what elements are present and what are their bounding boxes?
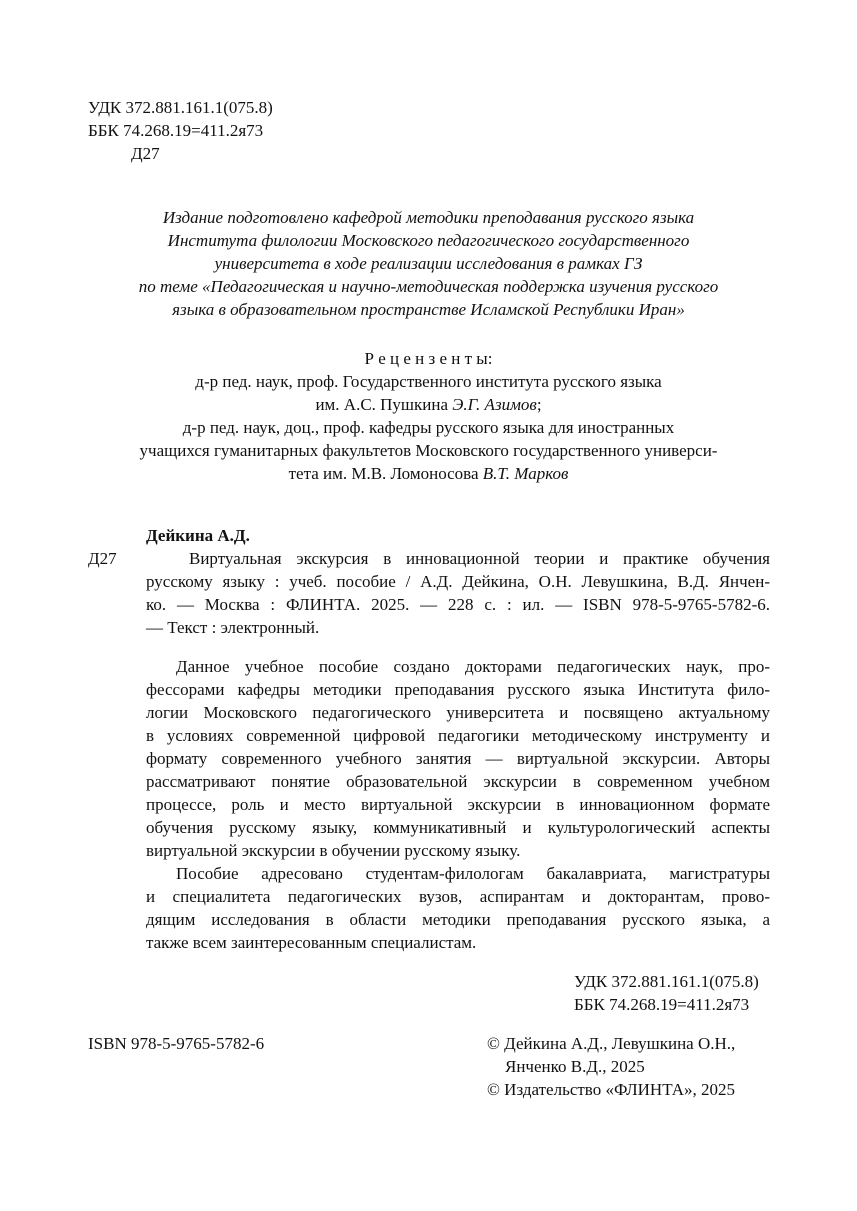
reviewer-2-line: д-р пед. наук, доц., проф. кафедры русского языка для иностранных — [182, 418, 675, 437]
annotation-line: и специалитета педагогических вузов, аспирантам и докторантам, прово- — [146, 887, 770, 906]
reviewer-1-name: Э.Г. Азимов — [452, 395, 537, 414]
publication-note-line: Издание подготовлено кафедрой методики преподавания русского языка — [162, 208, 695, 227]
annotation-line: формату современного учебного занятия — виртуальной экскурсии. Авторы — [146, 749, 770, 768]
reviewer-2-affiliation: тета им. М.В. Ломоносова — [288, 464, 483, 483]
biblio-line: Виртуальная экскурсия в инновационной теории и практике обучения — [189, 549, 770, 568]
reviewer-1-line — [0, 394, 857, 416]
reviewer-2-line: учащихся гуманитарных факультетов Московского государственного универси- — [139, 441, 718, 460]
annotation-line: обучения русскому языку, коммуникативный и культурологический аспекты — [146, 818, 770, 837]
annotation-line: также всем заинтересованным специалистам. — [146, 933, 477, 952]
biblio-line: русскому языку : учеб. пособие / А.Д. Дейкина, О.Н. Левушкина, В.Д. Янчен- — [146, 572, 770, 591]
biblio-author: Дейкина А.Д. — [146, 526, 250, 545]
footer-bbk-code: ББК 74.268.19=411.2я73 — [574, 995, 750, 1014]
biblio-mark: Д27 — [88, 549, 117, 568]
annotation-line: фессорами кафедры методики преподавания русского языка Института фило- — [146, 680, 770, 699]
reviewers-heading: Р е ц е н з е н т ы: — [364, 349, 493, 368]
annotation-line: процессе, роль и место виртуальной экскурсии в инновационном формате — [146, 795, 770, 814]
biblio-line: — Текст : электронный. — [146, 618, 320, 637]
publication-note-line: университета в ходе реализации исследования в рамках ГЗ — [214, 254, 643, 273]
reviewer-2-name: В.Т. Марков — [482, 464, 569, 483]
copyright-authors: © Дейкина А.Д., Левушкина О.Н., — [487, 1034, 736, 1053]
copyright-authors-cont: Янченко В.Д., 2025 — [505, 1057, 645, 1076]
copyright-publisher: © Издательство «ФЛИНТА», 2025 — [487, 1080, 736, 1099]
annotation-line: рассматривают понятие образовательной экскурсии в современном учебном — [146, 772, 770, 791]
author-mark: Д27 — [131, 144, 160, 163]
publication-note-line: по теме «Педагогическая и научно-методическая поддержка изучения русского — [138, 277, 719, 296]
annotation-line: логии Московского педагогического университета и посвящено актуальному — [146, 703, 770, 722]
biblio-line: ко. — Москва : ФЛИНТА. 2025. — 228 с. : ил. — ISBN 978-5-9765-5782-6. — [146, 595, 770, 614]
footer-udk-code: УДК 372.881.161.1(075.8) — [574, 972, 759, 991]
annotation-line: Данное учебное пособие создано докторами педагогических наук, про- — [176, 657, 770, 676]
bbk-code: ББК 74.268.19=411.2я73 — [88, 121, 264, 140]
annotation-line: виртуальной экскурсии в обучении русскому языку. — [146, 841, 521, 860]
udk-code: УДК 372.881.161.1(075.8) — [88, 98, 273, 117]
annotation-line: в условиях современной цифровой педагогики методическому инструменту и — [146, 726, 770, 745]
reviewer-2-line — [0, 463, 857, 485]
reviewer-1-punct: ; — [536, 395, 542, 414]
publication-note-line: Института филологии Московского педагогического государственного — [167, 231, 690, 250]
isbn: ISBN 978-5-9765-5782-6 — [88, 1034, 265, 1053]
reviewer-1-affiliation: им. А.С. Пушкина — [315, 395, 453, 414]
annotation-line: дящим исследования в области методики преподавания русского языка, а — [146, 910, 770, 929]
annotation-line: Пособие адресовано студентам-филологам бакалавриата, магистратуры — [176, 864, 770, 883]
reviewer-1-line: д-р пед. наук, проф. Государственного института русского языка — [195, 372, 662, 391]
publication-note-line: языка в образовательном пространстве Исламской Республики Иран» — [172, 300, 685, 319]
